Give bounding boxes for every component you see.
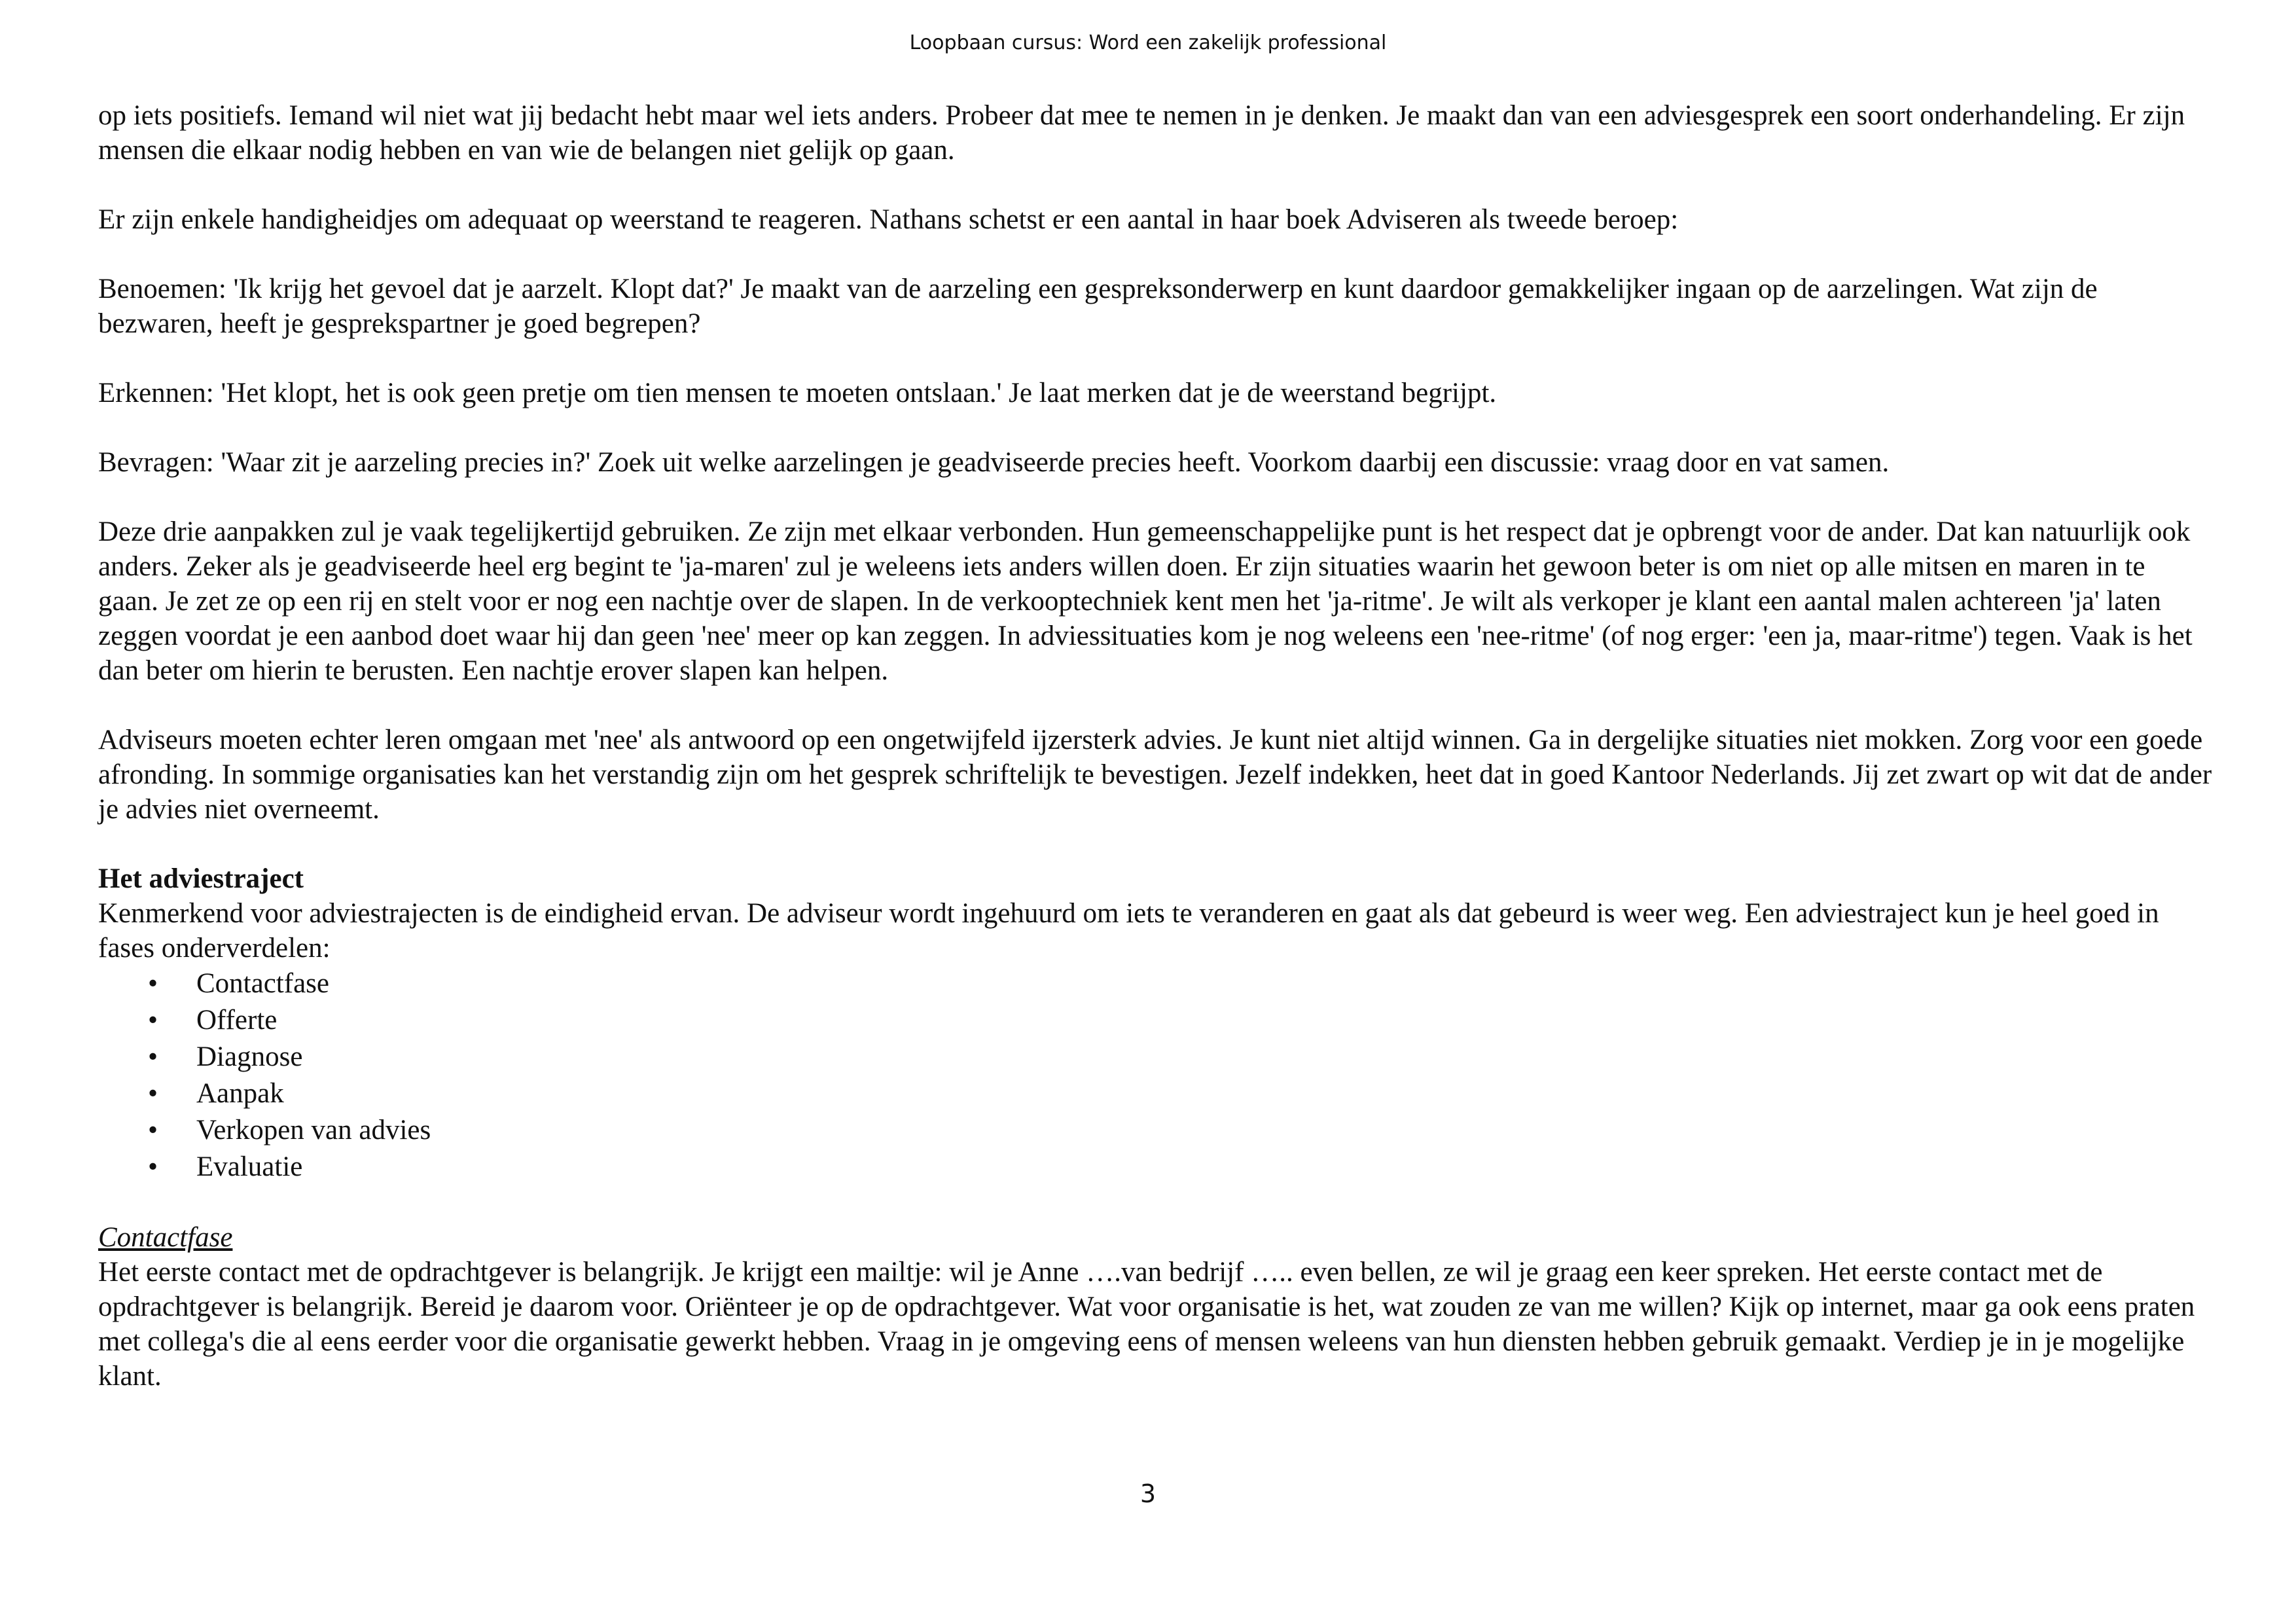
bullet-icon: •: [148, 1005, 158, 1036]
list-item-label: Contactfase: [196, 968, 329, 999]
subsection-heading: Contactfase: [98, 1222, 233, 1253]
page-number: 3: [1139, 1479, 1157, 1508]
phase-list: [98, 965, 2212, 1185]
list-item: [98, 1002, 2212, 1039]
list-item-label: Aanpak: [196, 1078, 284, 1109]
list-item-label: Evaluatie: [196, 1151, 303, 1182]
page-header: Loopbaan cursus: Word een zakelijk professional: [909, 31, 1387, 54]
paragraph: Erkennen: 'Het klopt, het is ook geen pretje om tien mensen te moeten ontslaan.' Je laat merken dat je de weerstand begrijpt.: [98, 378, 1497, 408]
list-item-label: Diagnose: [196, 1041, 303, 1072]
bullet-icon: •: [148, 968, 158, 999]
paragraph: Bevragen: 'Waar zit je aarzeling precies in?' Zoek uit welke aarzelingen je geadviseerde precies heeft. Voorkom daarbij een discussie: vraag door en vat samen.: [98, 447, 1890, 478]
paragraph: op iets positiefs. Iemand wil niet wat jij bedacht hebt maar wel iets anders. Probeer dat mee te nemen in je denken. Je maakt dan van een adviesgesprek een soort onderhandeling. Er zijn mensen die elkaar nodig hebben en van wie de belangen niet gelijk op gaan.: [98, 100, 2185, 166]
list-item: [98, 1039, 2212, 1075]
section-intro: Kenmerkend voor adviestrajecten is de eindigheid ervan. De adviseur wordt ingehuurd om iets te veranderen en gaat als dat gebeurd is weer weg. Een adviestraject kun je heel goed in fases onderverdelen:: [98, 898, 2159, 964]
list-item: [98, 1112, 2212, 1149]
bullet-icon: •: [148, 1078, 158, 1109]
paragraph: Benoemen: 'Ik krijg het gevoel dat je aarzelt. Klopt dat?' Je maakt van de aarzeling een gespreksonderwerp en kunt daardoor gemakkelijker ingaan op de aarzelingen. Wat zijn de bezwaren, heeft je gesprekspartner je goed begrepen?: [98, 274, 2098, 339]
subsection-text: Het eerste contact met de opdrachtgever is belangrijk. Je krijgt een mailtje: wil je Anne ….van bedrijf ….. even bellen, ze wil je graag een keer spreken. Het eerste contact met de opdrachtgever is belangrijk. Bereid je daarom voor. Oriënteer je op de opdrachtgever. Wat voor organisatie is het, wat zouden ze van me willen? Kijk op internet, maar ga ook eens praten met collega's die al eens eerder voor die organisatie gewerkt hebben. Vraag in je omgeving eens of mensen weleens van hun diensten hebben gebruik gemaakt. Verdiep je in je mogelijke klant.: [98, 1257, 2195, 1392]
section-heading: Het adviestraject: [98, 863, 304, 894]
bullet-icon: •: [148, 1151, 158, 1182]
list-item-label: Offerte: [196, 1005, 278, 1036]
list-item: [98, 1149, 2212, 1185]
bullet-icon: •: [148, 1041, 158, 1072]
bullet-icon: •: [148, 1115, 158, 1146]
paragraph: Deze drie aanpakken zul je vaak tegelijkertijd gebruiken. Ze zijn met elkaar verbonden. Hun gemeenschappelijke punt is het respect dat je opbrengt voor de ander. Dat kan natuurlijk ook anders. Zeker als je geadviseerde heel erg begint te 'ja-maren' zul je weleens iets anders willen doen. Er zijn situaties waarin het gewoon beter is om niet op alle mitsen en maren in te gaan. Je zet ze op een rij en stelt voor er nog een nachtje over de slapen. In de verkooptechniek kent men het 'ja-ritme'. Je wilt als verkoper je klant een aantal malen achtereen 'ja' laten zeggen voordat je een aanbod doet waar hij dan geen 'nee' meer op kan zeggen. In adviessituaties kom je nog weleens een 'nee-ritme' (of nog erger: 'een ja, maar-ritme') tegen. Vaak is het dan beter om hierin te berusten. Een nachtje erover slapen kan helpen.: [98, 516, 2193, 686]
paragraph: Er zijn enkele handigheidjes om adequaat op weerstand te reageren. Nathans schetst er een aantal in haar boek Adviseren als tweede beroep:: [98, 204, 1679, 235]
list-item: [98, 1075, 2212, 1112]
paragraph: Adviseurs moeten echter leren omgaan met 'nee' als antwoord op een ongetwijfeld ijzersterk advies. Je kunt niet altijd winnen. Ga in dergelijke situaties niet mokken. Zorg voor een goede afronding. In sommige organisaties kan het verstandig zijn om het gesprek schriftelijk te bevestigen. Jezelf indekken, heet dat in goed Kantoor Nederlands. Jij zet zwart op wit dat de ander je advies niet overneemt.: [98, 725, 2212, 825]
document-body: [98, 98, 2212, 1394]
list-item: [98, 965, 2212, 1002]
list-item-label: Verkopen van advies: [196, 1115, 431, 1146]
